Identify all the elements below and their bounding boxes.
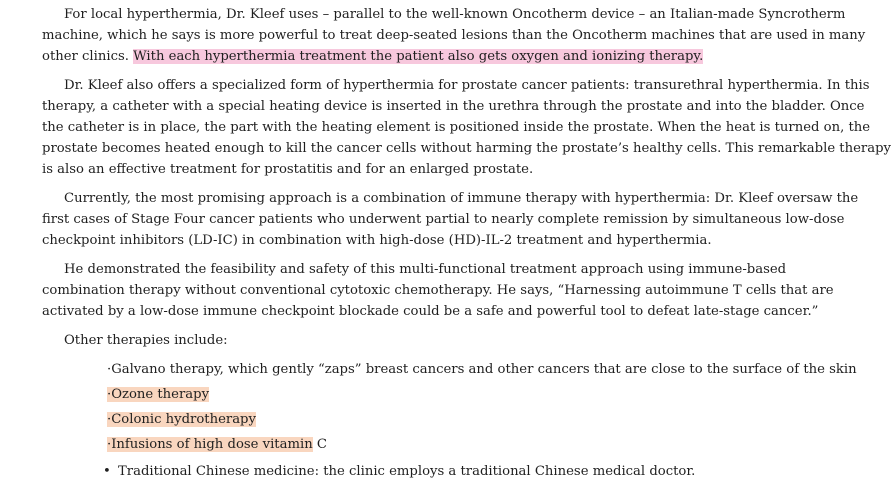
paragraph-local-hyperthermia <box>42 4 866 67</box>
text-line: combination therapy without conventional cytotoxic chemotherapy. He says, “Harnessing autoimmune T cells that are <box>42 283 834 298</box>
text-line: Currently, the most promising approach is a combination of immune therapy with hyperthermia: Dr. Kleef oversaw the <box>64 191 859 206</box>
list-item-colonic <box>107 409 256 430</box>
list-item-ozone <box>107 384 209 405</box>
text-line: activated by a low-dose immune checkpoint blockade could be a safe and powerful tool to defeat late-stage cancer.” <box>42 304 819 319</box>
text-line: the catheter is in place, the part with the heating element is positioned inside the prostate. When the heat is turned on, the <box>42 120 871 135</box>
text-line: therapy, a catheter with a special heating device is inserted in the urethra through the prostate and into the bladder. Once <box>42 99 865 114</box>
text-segment: C <box>312 437 327 452</box>
text-line: first cases of Stage Four cancer patients who underwent partial to nearly complete remission by simultaneous low-dose <box>42 212 845 227</box>
paragraph-transurethral-hyperthermia <box>42 75 891 180</box>
other-therapies-intro: Other therapies include: <box>64 333 228 348</box>
list-item-galvano: ·Galvano therapy, which gently “zaps” breast cancers and other cancers that are close to the surface of the skin <box>107 362 857 377</box>
paragraph-feasibility <box>42 259 834 322</box>
paragraph-immune-therapy <box>42 188 859 251</box>
text-line <box>42 46 778 67</box>
list-item-text: Traditional Chinese medicine: the clinic employs a traditional Chinese medical doctor. <box>118 464 696 479</box>
list-item-tcm <box>103 461 695 482</box>
highlighted-text[interactable]: ·Colonic hydrotherapy <box>107 412 256 427</box>
highlighted-text[interactable]: ·Infusions of high dose vitamin <box>107 437 313 452</box>
highlighted-text[interactable]: ·Ozone therapy <box>107 387 210 402</box>
text-line: Dr. Kleef also offers a specialized form of hyperthermia for prostate cancer patients: transurethral hyperthermia. In this <box>64 78 870 93</box>
text-line: is also an effective treatment for prostatitis and for an enlarged prostate. <box>42 162 534 177</box>
text-line: checkpoint inhibitors (LD-IC) in combination with high-dose (HD)-IL-2 treatment and hyperthermia. <box>42 233 712 248</box>
text-line: machine, which he says is more powerful to treat deep-seated lesions than the Oncotherm machines that are used in many <box>42 28 866 43</box>
list-item-infusions <box>107 434 327 455</box>
highlighted-sentence[interactable]: With each hyperthermia treatment the patient also gets oxygen and ionizing therapy. <box>133 49 704 64</box>
text-segment: other clinics. <box>42 49 134 64</box>
bullet-icon: • <box>103 464 111 479</box>
text-line: prostate becomes heated enough to kill the cancer cells without harming the prostate’s healthy cells. This remarkable therapy <box>42 141 891 156</box>
text-line: He demonstrated the feasibility and safety of this multi-functional treatment approach using immune-based <box>64 262 787 277</box>
text-line: For local hyperthermia, Dr. Kleef uses – parallel to the well-known Oncotherm device – an Italian-made Syncrotherm <box>64 7 846 22</box>
